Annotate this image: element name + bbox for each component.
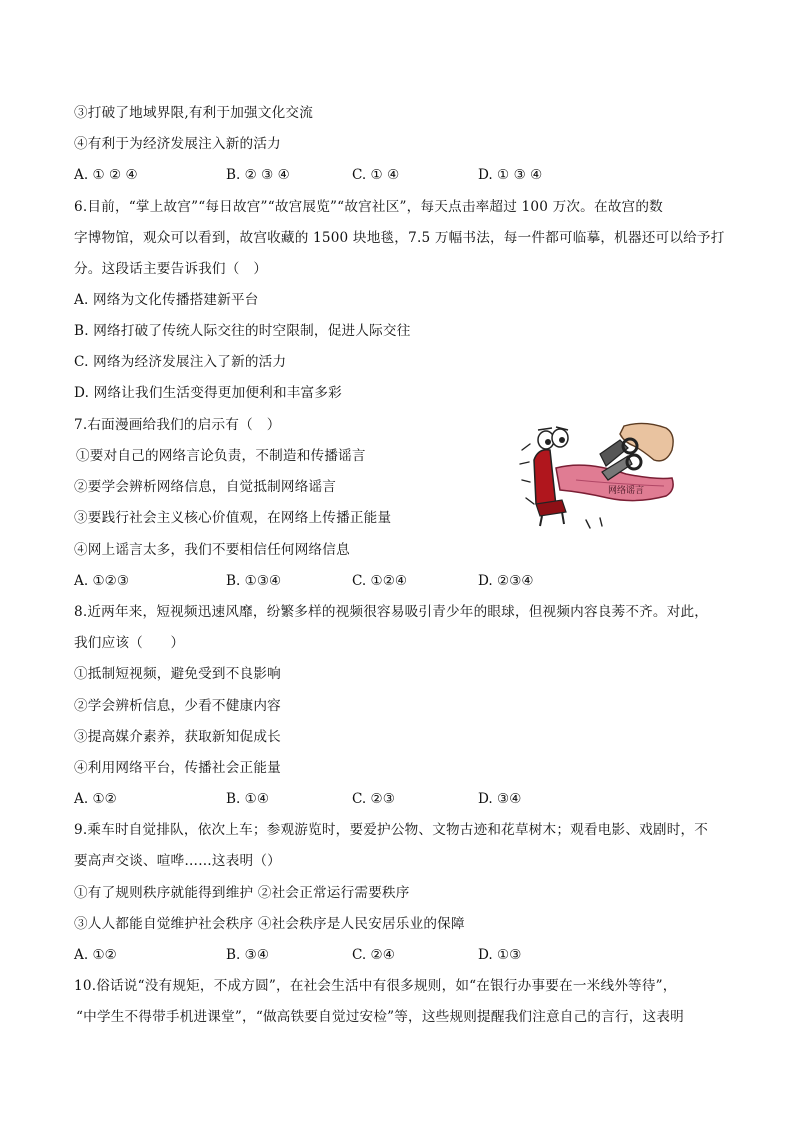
q9-options	[74, 946, 714, 964]
q7-item-2: ②要学会辨析网络信息，自觉抵制网络谣言	[74, 479, 337, 495]
q8-item-3: ③提高媒介素养，获取新知促成长	[74, 729, 281, 745]
q5-option-a: A. ① ② ④	[74, 167, 138, 183]
q7-item-1: ①要对自己的网络言论负责，不制造和传播谣言	[76, 448, 366, 464]
q5-option-b: B. ② ③ ④	[226, 167, 290, 183]
q7-stem: 7.右面漫画给我们的启示有（ ）	[74, 417, 281, 433]
cartoon-label: 网络谣言	[608, 486, 645, 496]
q7-options	[74, 572, 714, 590]
q7-option-c: C. ①②④	[352, 573, 408, 589]
q9-stem-line-1: 9.乘车时自觉排队，依次上车；参观游览时，要爱护公物、文物古迹和花草树木；观看电影、戏剧时，不	[74, 822, 709, 838]
q9-items-line-1: ①有了规则秩序就能得到维护 ②社会正常运行需要秩序	[74, 885, 410, 901]
hand-icon	[620, 423, 673, 460]
q8-option-b: B. ①④	[226, 791, 270, 807]
q7-item-4: ④网上谣言太多，我们不要相信任何网络信息	[74, 542, 350, 558]
q7-option-a: A. ①②③	[74, 573, 130, 589]
q8-item-2: ②学会辨析信息，少看不健康内容	[74, 698, 281, 714]
q9-stem-line-2: 要高声交谈、喧哗……这表明（）	[74, 853, 281, 869]
q9-items-line-2: ③人人都能自觉维护社会秩序 ④社会秩序是人民安居乐业的保障	[74, 916, 465, 932]
cartoon-eyes-icon	[538, 427, 568, 449]
q6-option-c: C. 网络为经济发展注入了新的活力	[74, 354, 287, 370]
q5-item-4: ④有利于为经济发展注入新的活力	[74, 136, 281, 152]
q8-option-a: A. ①②	[74, 791, 117, 807]
q6-option-d: D. 网络让我们生活变得更加便利和丰富多彩	[74, 385, 342, 401]
q5-options	[74, 166, 714, 184]
q5-option-d: D. ① ③ ④	[478, 167, 543, 183]
q8-option-c: C. ②③	[352, 791, 395, 807]
q6-stem-line-2: 字博物馆，观众可以看到，故宫收藏的 1500 块地毯，7.5 万幅书法，每一件都可临摹，机器还可以给予打	[74, 230, 725, 246]
q10-stem-line-2: “中学生不得带手机进课堂”，“做高铁要自觉过安检”等，这些规则提醒我们注意自己的言行，这表明	[76, 1009, 684, 1025]
q8-options	[74, 790, 714, 808]
q9-option-b: B. ③④	[226, 947, 270, 963]
q8-stem-line-1: 8.近两年来，短视频迅速风靡，纷繁多样的视频很容易吸引青少年的眼球，但视频内容良莠不齐。对此，	[74, 604, 709, 620]
q9-option-a: A. ①②	[74, 947, 117, 963]
q9-option-d: D. ①③	[478, 947, 522, 963]
q5-item-3: ③打破了地域界限,有利于加强文化交流	[74, 105, 314, 121]
q7-option-b: B. ①③④	[226, 573, 282, 589]
q5-option-c: C. ① ④	[352, 167, 400, 183]
q6-stem-line-3: 分。这段话主要告诉我们（ ）	[74, 261, 268, 277]
q6-stem-line-1: 6.目前，“掌上故宫”“每日故宫”“故宫展览”“故宫社区”，每天点击率超过 100 万次。在故宫的数	[74, 199, 663, 215]
q7-item-3: ③要践行社会主义核心价值观，在网络上传播正能量	[74, 510, 392, 526]
q8-item-4: ④利用网络平台，传播社会正能量	[74, 760, 281, 776]
q8-stem-line-2: 我们应该（ ）	[74, 635, 185, 651]
q7-option-d: D. ②③④	[478, 573, 534, 589]
q6-option-b: B. 网络打破了传统人际交往的时空限制，促进人际交往	[74, 323, 411, 339]
q6-option-a: A. 网络为文化传播搭建新平台	[74, 292, 259, 308]
q8-item-1: ①抵制短视频，避免受到不良影响	[74, 666, 281, 682]
q8-option-d: D. ③④	[478, 791, 522, 807]
rumor-cartoon-image	[516, 420, 678, 530]
q10-stem-line-1: 10.俗话说“没有规矩，不成方圆”，在社会生活中有很多规则，如“在银行办事要在一米线外等待”，	[74, 978, 677, 994]
q9-option-c: C. ②④	[352, 947, 395, 963]
